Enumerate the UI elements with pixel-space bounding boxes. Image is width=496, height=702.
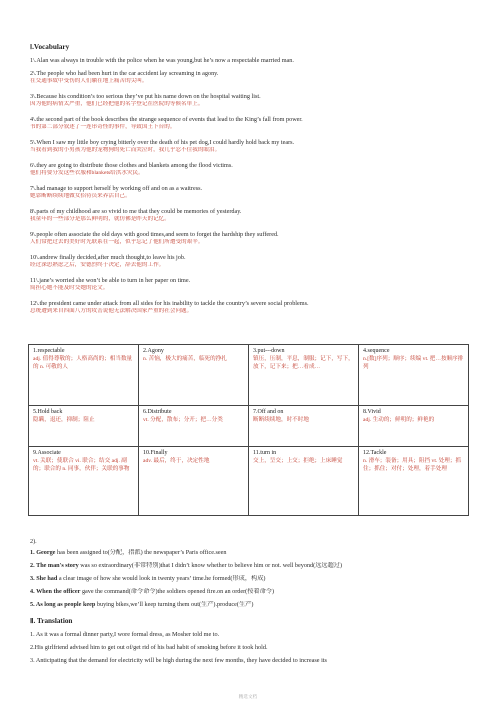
table-cell	[29, 447, 139, 516]
sentence-translation-12: 总统遭到来自四面八方的攻击说他无法解决国家严重的社会问题。	[30, 308, 193, 314]
sentence-9: 9\.people often associate the old days with good times,and seem to forget the hardship they suffered.	[30, 231, 279, 238]
sentence-6: 6\.they are going to distribute those clothes and blankets among the flood victims.	[30, 162, 233, 169]
sentence-3: 3\.Because his condition’s too serious they’ve put his name down on the hospital waiting list.	[30, 93, 261, 100]
vocab-definition: adj. 值得尊敬的；人格高尚的；相当数量的 n. 可敬的人	[33, 356, 133, 370]
sentence-translation-10: 经过深思熟虑之后，安德烈终于决定，辞去他的工作。	[30, 262, 165, 268]
translation-2: 2.His girlfriend advised him to get out of/get rid of his bad habit of smoking before it took hold.	[30, 644, 268, 651]
vocab-definition: 交上，呈交；上交；拒绝；上床睡觉	[253, 458, 343, 464]
sentence-4: 4\.the second part of the book describes the strange sequence of events that lead to the King’s fall from power.	[30, 116, 303, 123]
sentence-7: 7\.had manage to support herself by working off and on as a waitress.	[30, 185, 203, 192]
exercise-text: was so extraordinary(非常特别)that I didn’t know whether to believe him or not. well beyond(远远超过)	[78, 562, 343, 569]
table-cell	[139, 406, 249, 447]
exercise-lead: 2. The man's story	[30, 562, 79, 569]
exercise-lead: 4. When the officer	[30, 588, 81, 595]
sentence-11: 11\.jane’s worried she won’t be able to turn in her paper on time.	[30, 277, 191, 284]
table-cell	[139, 447, 249, 516]
exercise-2	[30, 562, 468, 569]
vocab-definition: 镇压，压制，平息，制服；记下，写下，放下，记下来；把…看成…	[253, 356, 354, 370]
vocabulary-table	[28, 344, 469, 516]
exercise-1	[30, 549, 468, 556]
vocab-definition: n. 滑车；装备；用具；阻挡 vt. 处理；抓住；抓住；对付；处理，着手处理	[363, 458, 462, 472]
table-cell	[359, 447, 469, 516]
vocab-definition: adv. 最后，终于，决定性地	[143, 458, 210, 464]
sentence-translation-6: 他们将要分发这些衣服和blankets给洪水灾民。	[30, 170, 144, 176]
table-cell	[359, 406, 469, 447]
section-vocabulary-title: Ⅰ.Vocabulary	[30, 44, 70, 51]
table-cell	[249, 345, 359, 406]
sentence-12: 12\.the president came under attack from all sides for his inability to tackle the country’s severe social problems.	[30, 300, 309, 307]
vocab-term: 7.Off and on	[253, 409, 284, 415]
exercise-lead: 5. As long as people keep	[30, 601, 96, 608]
sentence-8: 8\.parts of my childhood are so vivid to me that they could be memories of yesterday.	[30, 208, 242, 215]
vocab-term: 3.put---down	[253, 348, 285, 354]
table-cell	[249, 447, 359, 516]
vocab-definition: adj. 生动的；鲜明的；鲜艳的	[363, 417, 435, 423]
table-cell	[29, 406, 139, 447]
table-row	[29, 345, 469, 406]
vocab-term: 6.Distribute	[143, 409, 172, 415]
vocab-term: 2.Agony	[143, 348, 164, 354]
exercise-lead: 3. She had	[30, 575, 58, 582]
sentence-translation-2: 在交通事故中受伤的人们躺在地上痛苦的尖叫。	[30, 78, 148, 84]
vocab-definition: vt. 关联；使联合 vi. 联合；结交 adj. 副的；联合的 n. 同事，伙伴；关联的事物	[33, 458, 130, 472]
vocab-definition: n. 苦恼，极大的痛苦，临死的挣扎	[143, 356, 227, 362]
sentence-2: 2\.The people who had been hurt in the car accident lay screaming in agony.	[30, 70, 219, 77]
vocab-definition: 隐瞒，退还，抑制；阻止	[33, 417, 95, 423]
vocab-term: 9.Associate	[33, 450, 61, 456]
exercise-text: has been assigned to(分配，指派) the newspaper’s Paris office.seen	[55, 549, 227, 556]
vocab-definition: n.[数]序列；顺序；续编 vt. 把…按顺序排列	[363, 356, 464, 370]
vocab-term: 8.Vivid	[363, 409, 381, 415]
sentence-translation-9: 人们常把过去的美好时光联系在一起，似乎忘记了他们所遭受的艰辛。	[30, 239, 204, 245]
sentence-translation-3: 因为他的病情太严重，他们已经把他的名字登记在医院的等候名单上。	[30, 101, 204, 107]
exercise-lead: 1. George	[30, 549, 56, 556]
vocab-definition: vt. 分配，散布；分开；把…分类	[143, 417, 223, 423]
section-2-label: 2).	[30, 538, 37, 545]
sentence-translation-5: 当我看到我的小男孩为他的宠物狗的死亡而哭泣时，我几乎忍不住我的眼泪。	[30, 147, 221, 153]
table-cell	[359, 345, 469, 406]
sentence-translation-11: 简担心她不能及时交她的论文。	[30, 285, 109, 291]
vocab-definition: 断断续续地，时不时地	[253, 417, 309, 423]
vocab-term: 11.turn in	[253, 450, 277, 456]
translation-3: 3. Anticipating that the demand for electricity will be high during the next few months, they have decided to increase its	[30, 657, 327, 664]
exercise-4	[30, 588, 468, 595]
table-cell	[29, 345, 139, 406]
vocab-term: 1.respectable	[33, 348, 65, 354]
sentence-5: 5\.When I saw my little boy crying bitterly over the death of his pet dog,I could hardly hold back my tears.	[30, 139, 295, 146]
vocab-term: 10.Finally	[143, 450, 168, 456]
table-cell	[249, 406, 359, 447]
sentence-10: 10\.andrew finally decided,after much thought,to leave his job.	[30, 254, 186, 261]
table-cell	[139, 345, 249, 406]
sentence-1: 1\.Alan was always in trouble with the police when he was young,but he’s now a respectable married man.	[30, 57, 294, 64]
vocab-term: 5.Hold back	[33, 409, 63, 415]
exercise-text: gave the command(命令命令)the soldiers opened fire.on an order(按着命令)	[80, 588, 275, 595]
exercise-5	[30, 601, 468, 608]
exercise-text: buying bikes,we’ll keep turning them out(生产).produce(生产)	[95, 601, 254, 608]
vocab-term: 4.sequence	[363, 348, 390, 354]
translation-1: 1. As it was a formal dinner party,I wore formal dress, as Mosher told me to.	[30, 631, 220, 638]
footer-text: 精选文档	[238, 694, 258, 699]
sentence-translation-4: 书的第二部分叙述了一连串奇怪的事件，导致国王下台的。	[30, 124, 176, 130]
exercise-3	[30, 575, 468, 582]
section-translation-title: Ⅱ. Translation	[30, 618, 73, 625]
table-row	[29, 406, 469, 447]
table-row	[29, 447, 469, 516]
vocab-term: 12.Tackle	[363, 450, 387, 456]
sentence-translation-7: 她靠断断续续地做女招待员来养活自己。	[30, 193, 131, 199]
sentence-translation-8: 我童年的一些部分是那么鲜明的，就仿佛是昨天的记忆。	[30, 216, 170, 222]
exercise-text: a clear image of how she would look in twenty years’ time.he formed(形成，构成)	[57, 575, 266, 582]
